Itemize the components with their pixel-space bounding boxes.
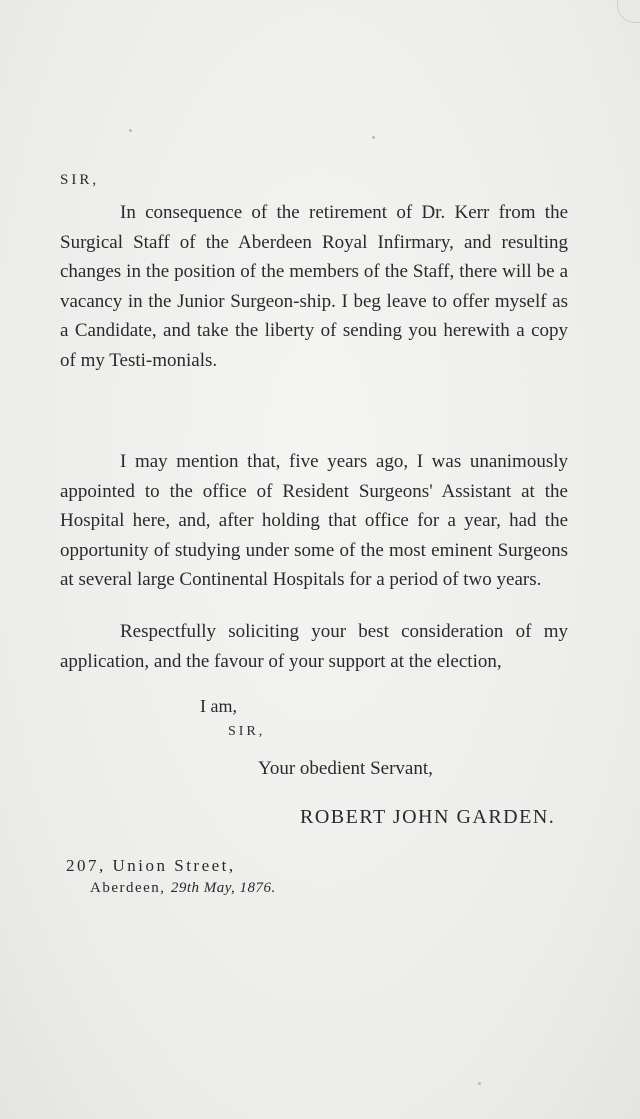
paragraph-3 bbox=[60, 617, 568, 676]
paragraph-1-body: from the Surgical Staff of the Aberdeen Royal Infirmary, and resulting changes in the position of the members of the Staff, there will be a vacancy in the Junior Surgeon-ship. I beg leave to offer myself as a Candidate, and take the liberty of sending you herewith a copy of my Testi-monials. bbox=[60, 202, 568, 371]
address-street: 207, Union Street, bbox=[66, 856, 236, 875]
paper-spot bbox=[129, 129, 132, 132]
signature: ROBERT JOHN GARDEN. bbox=[300, 806, 556, 828]
paragraph-2 bbox=[60, 447, 568, 595]
closing-i-am: I am, bbox=[200, 696, 237, 716]
address-city-date bbox=[90, 880, 276, 897]
paragraph-3-body: application, and the favour of your support at the election, bbox=[60, 650, 502, 672]
paragraph-2-body: appointed to the office of Resident Surgeons' Assistant at the Hospital here, and, after holding that office for a year, had the opportunity of studying under some of the most eminent Surgeons at several large Continental Hospitals for a period of two years. bbox=[60, 480, 568, 590]
paper-spot bbox=[372, 136, 375, 139]
salutation: SIR, bbox=[60, 172, 100, 188]
page-corner-curl bbox=[617, 0, 640, 23]
paragraph-2-lead: I may mention that, five years ago, I was unanimously bbox=[120, 451, 568, 472]
closing-servant: Your obedient Servant, bbox=[258, 758, 433, 779]
paper-spot bbox=[478, 1082, 481, 1085]
paragraph-1-lead: In consequence of the retirement of Dr. Kerr bbox=[120, 202, 490, 223]
paragraph-3-lead: Respectfully soliciting your best consideration of my bbox=[120, 621, 568, 642]
address-city: Aberdeen, bbox=[90, 880, 166, 896]
closing-sir: SIR, bbox=[228, 724, 266, 739]
letter-date: 29th May, 1876. bbox=[170, 880, 276, 896]
paragraph-1 bbox=[60, 198, 568, 375]
